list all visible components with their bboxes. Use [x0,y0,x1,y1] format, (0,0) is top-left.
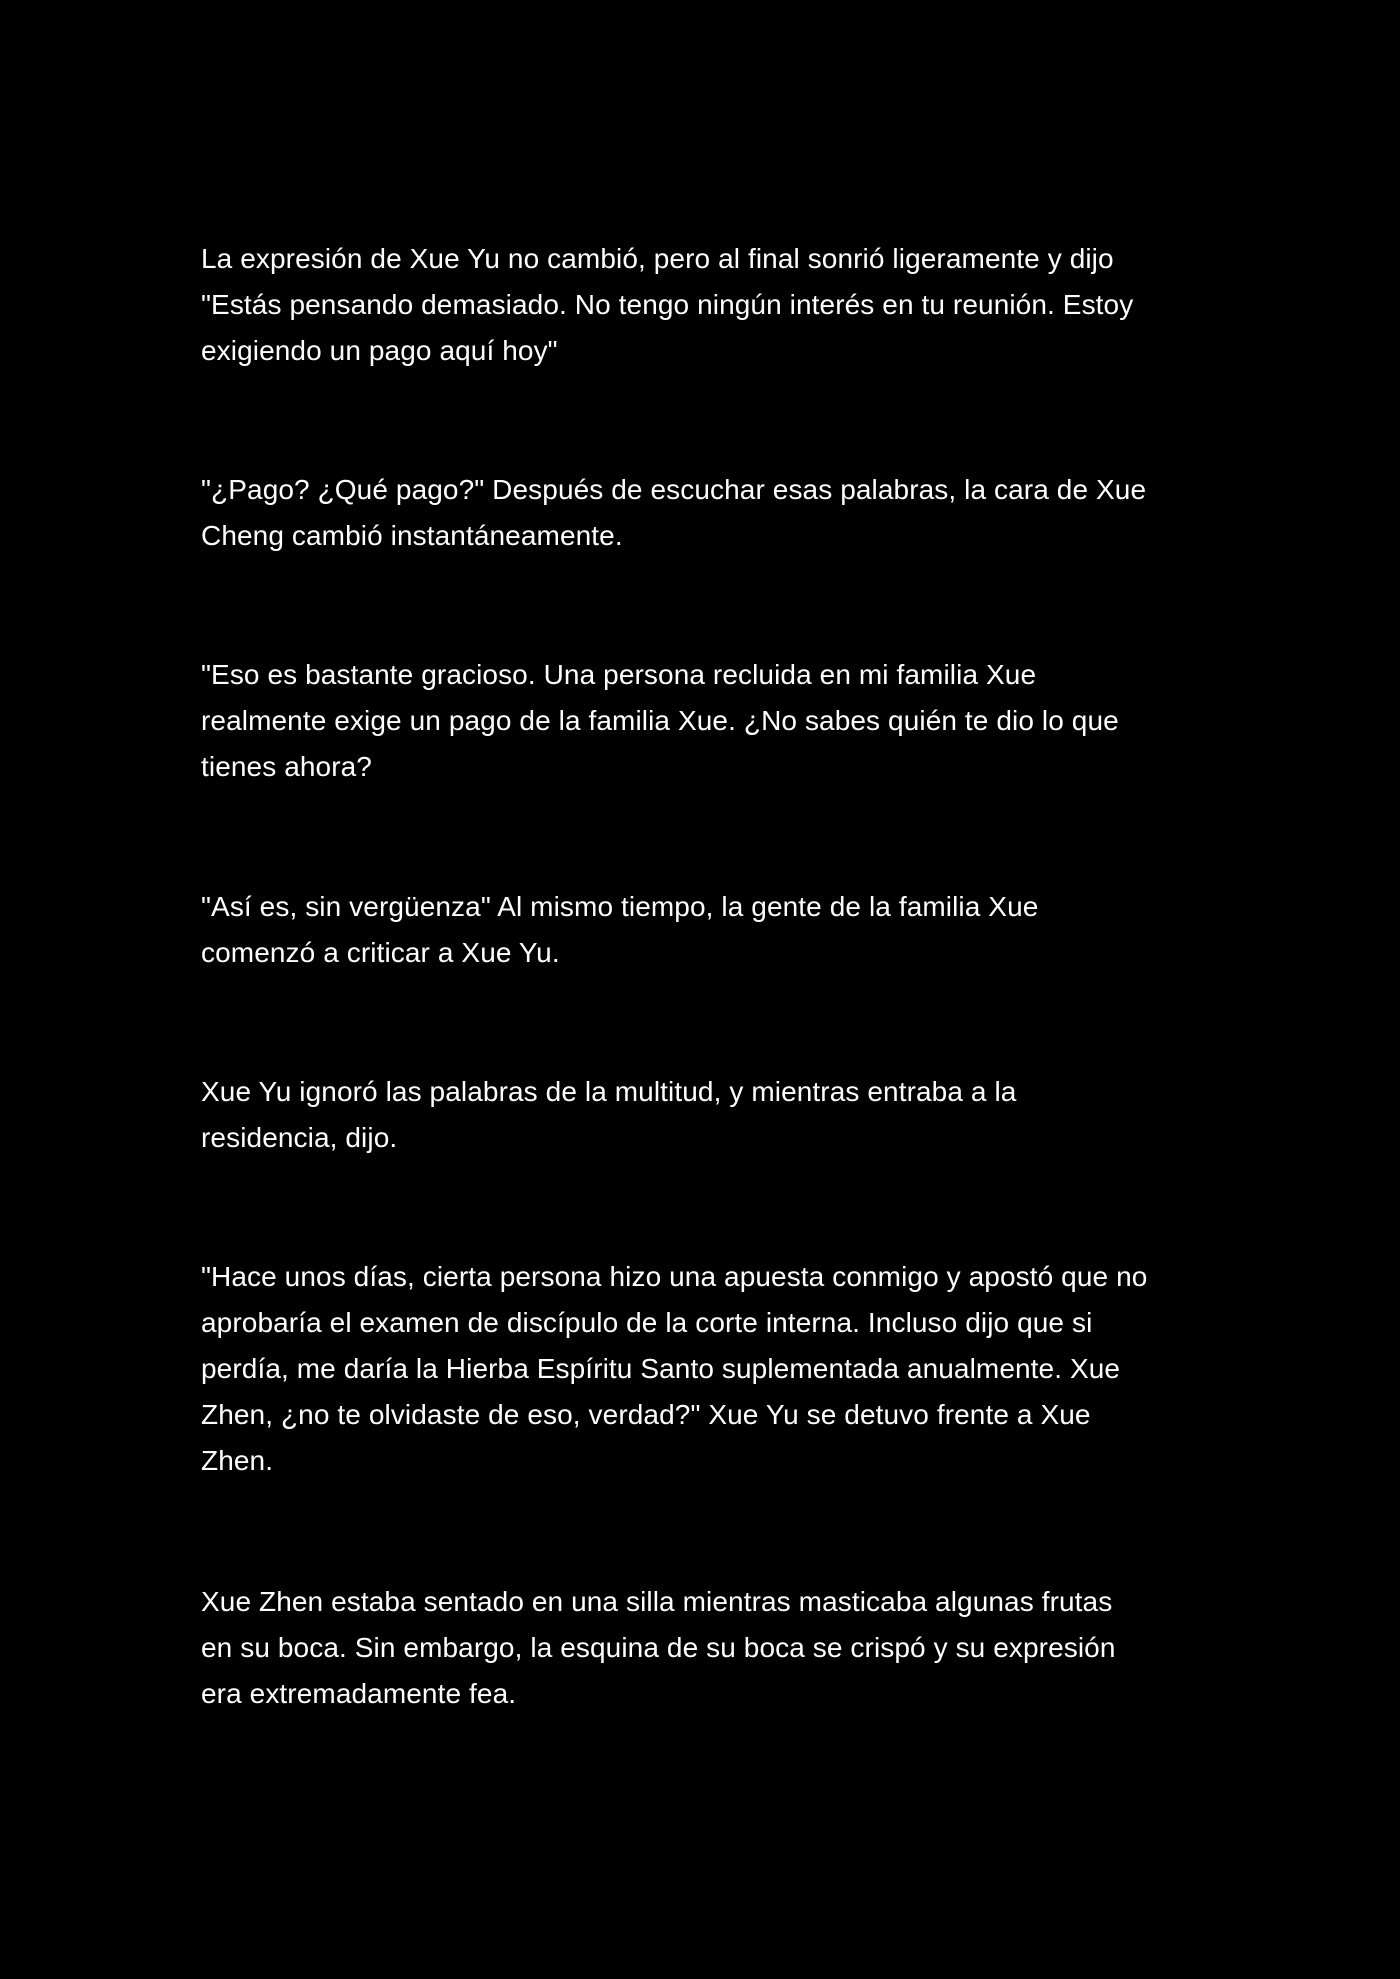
paragraph-6 [201,1254,1211,1484]
paragraph-4 [201,884,1211,976]
text-line: perdía, me daría la Hierba Espíritu Santo suplementada anualmente. Xue [201,1353,1121,1384]
paragraph-5 [201,1069,1211,1161]
text-line: "Hace unos días, cierta persona hizo una apuesta conmigo y apostó que no [201,1261,1148,1292]
paragraph-7 [201,1579,1211,1717]
text-line: Xue Yu ignoró las palabras de la multitud, y mientras entraba a la [201,1076,1017,1107]
text-line: Cheng cambió instantáneamente. [201,520,623,551]
paragraph-3 [201,652,1211,790]
text-line: "Eso es bastante gracioso. Una persona recluida en mi familia Xue [201,659,1037,690]
text-line: aprobaría el examen de discípulo de la corte interna. Incluso dijo que si [201,1307,1093,1338]
text-line: exigiendo un pago aquí hoy" [201,335,558,366]
text-line: en su boca. Sin embargo, la esquina de su boca se crispó y su expresión [201,1632,1116,1663]
text-line: Zhen, ¿no te olvidaste de eso, verdad?" Xue Yu se detuvo frente a Xue [201,1399,1091,1430]
text-line: tienes ahora? [201,751,372,782]
text-line: "¿Pago? ¿Qué pago?" Después de escuchar esas palabras, la cara de Xue [201,474,1147,505]
text-line: residencia, dijo. [201,1122,398,1153]
text-line: realmente exige un pago de la familia Xue. ¿No sabes quién te dio lo que [201,705,1119,736]
text-line: Xue Zhen estaba sentado en una silla mientras masticaba algunas frutas [201,1586,1113,1617]
text-line: "Estás pensando demasiado. No tengo ningún interés en tu reunión. Estoy [201,289,1134,320]
paragraph-1 [201,236,1211,374]
text-line: comenzó a criticar a Xue Yu. [201,937,560,968]
text-line: La expresión de Xue Yu no cambió, pero al final sonrió ligeramente y dijo [201,243,1114,274]
text-line: era extremadamente fea. [201,1678,517,1709]
paragraph-2 [201,467,1211,559]
text-line: Zhen. [201,1445,274,1476]
text-line: "Así es, sin vergüenza" Al mismo tiempo, la gente de la familia Xue [201,891,1039,922]
